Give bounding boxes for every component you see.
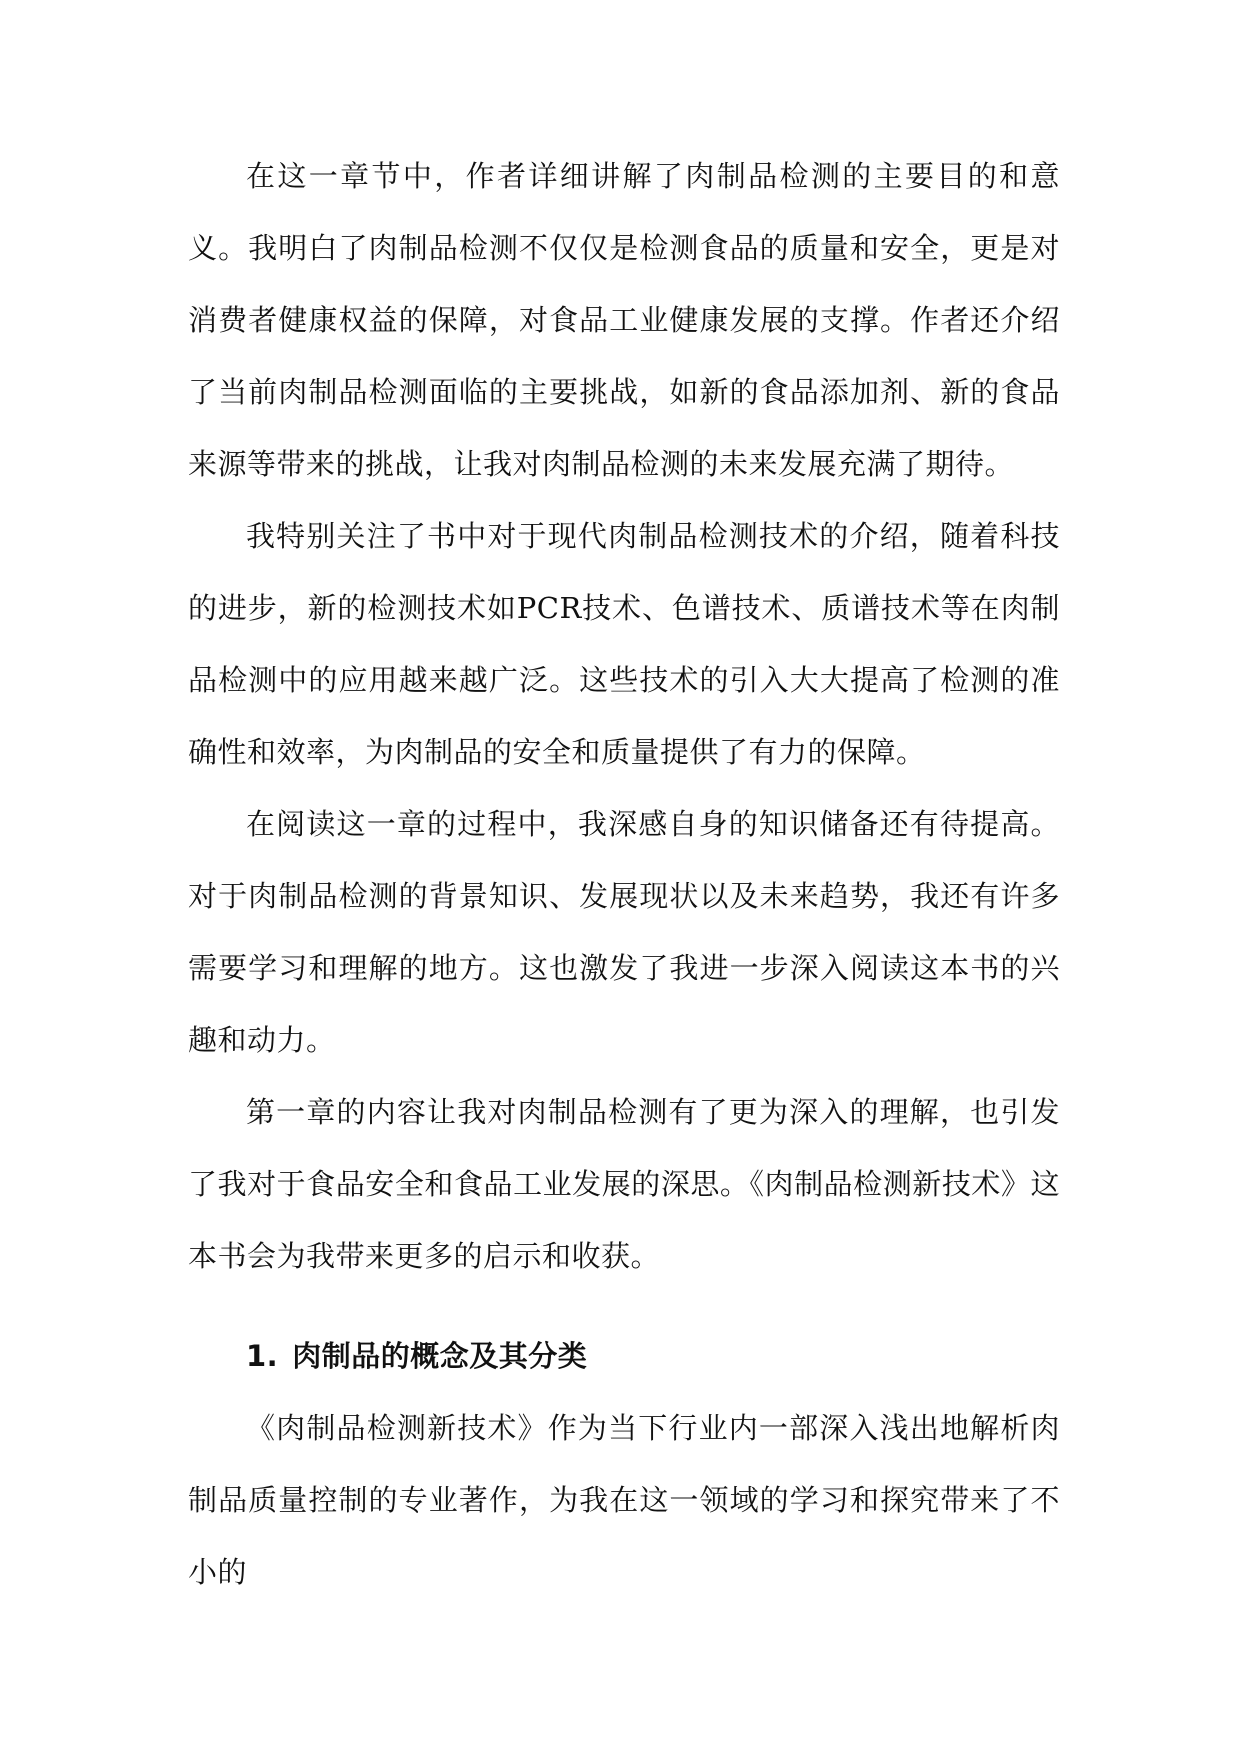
- section-title: 肉制品的概念及其分类: [292, 1339, 588, 1373]
- body-paragraph: 我特别关注了书中对于现代肉制品检测技术的介绍，随着科技的进步，新的检测技术如PCR技术、色谱技术、质谱技术等在肉制品检测中的应用越来越广泛。这些技术的引入大大提高了检测的准确性和效率，为肉制品的安全和质量提供了有力的保障。: [188, 519, 1060, 769]
- body-paragraph: 在阅读这一章的过程中，我深感自身的知识储备还有待提高。对于肉制品检测的背景知识、发展现状以及未来趋势，我还有许多需要学习和理解的地方。这也激发了我进一步深入阅读这本书的兴趣和动力。: [188, 807, 1060, 1057]
- body-paragraph: 《肉制品检测新技术》作为当下行业内一部深入浅出地解析肉制品质量控制的专业著作，为我在这一领域的学习和探究带来了不小的: [188, 1411, 1060, 1589]
- section-heading: [188, 1320, 1060, 1392]
- body-paragraph: 在这一章节中，作者详细讲解了肉制品检测的主要目的和意义。我明白了肉制品检测不仅仅是检测食品的质量和安全，更是对消费者健康权益的保障，对食品工业健康发展的支撑。作者还介绍了当前肉制品检测面临的主要挑战，如新的食品添加剂、新的食品来源等带来的挑战，让我对肉制品检测的未来发展充满了期待。: [188, 159, 1060, 481]
- section-number: 1.: [246, 1339, 279, 1373]
- document-page: [188, 140, 1060, 1608]
- body-paragraph: 第一章的内容让我对肉制品检测有了更为深入的理解，也引发了我对于食品安全和食品工业发展的深思。《肉制品检测新技术》这本书会为我带来更多的启示和收获。: [188, 1095, 1060, 1273]
